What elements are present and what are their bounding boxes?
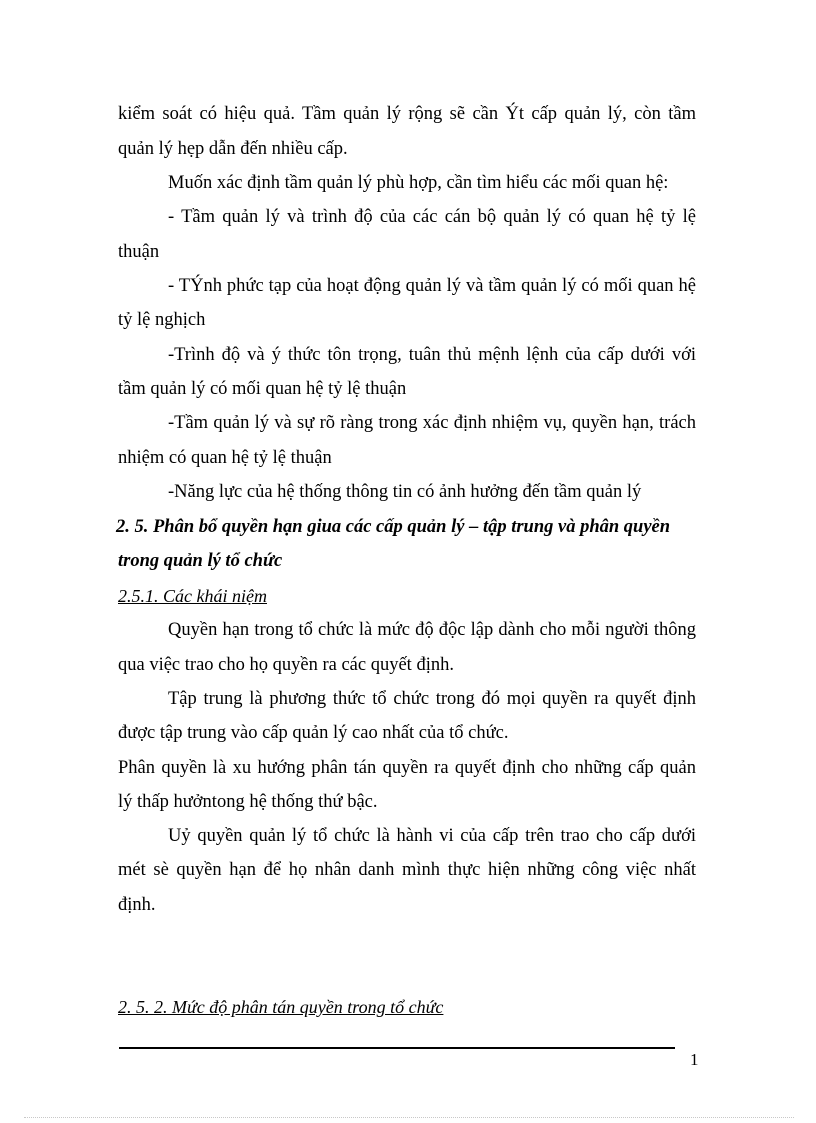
- text-line: Muốn xác định tầm quản lý phù hợp, cần tìm hiểu các mối quan hệ:: [168, 173, 669, 193]
- text-line: mét sè quyền hạn để họ nhân danh mình thực hiện những công việc nhất: [118, 860, 696, 880]
- text-line: định.: [118, 895, 156, 915]
- text-line: nhiệm có quan hệ tỷ lệ thuận: [118, 448, 332, 468]
- text-line: -Trình độ và ý thức tôn trọng, tuân thủ mệnh lệnh của cấp dưới với: [168, 345, 696, 365]
- text-line: thuận: [118, 242, 160, 262]
- text-line: được tập trung vào cấp quản lý cao nhất của tổ chức.: [118, 723, 509, 743]
- text-line: quản lý hẹp dẫn đến nhiều cấp.: [118, 139, 348, 159]
- page-edge-divider: [24, 1117, 794, 1118]
- text-line: Quyền hạn trong tổ chức là mức độ độc lập dành cho mỗi người thông: [168, 620, 696, 640]
- text-line: kiểm soát có hiệu quả. Tầm quản lý rộng sẽ cần Ýt cấp quản lý, còn tầm: [118, 104, 696, 124]
- text-line: lý thấp hưởntong hệ thống thứ bậc.: [118, 792, 378, 812]
- subsection-heading: 2. 5. 2. Mức độ phân tán quyền trong tổ chức: [118, 997, 444, 1017]
- subsection-heading: 2.5.1. Các khái niệm: [118, 586, 267, 606]
- section-heading: 2. 5. Phân bổ quyền hạn giua các cấp quản lý – tập trung và phân quyền: [116, 517, 671, 537]
- text-line: tỷ lệ nghịch: [118, 310, 206, 330]
- page-number: 1: [690, 1050, 699, 1069]
- text-line: -Tầm quản lý và sự rõ ràng trong xác định nhiệm vụ, quyền hạn, trách: [168, 413, 696, 433]
- text-line: Uỷ quyền quản lý tổ chức là hành vi của cấp trên trao cho cấp dưới: [168, 826, 696, 846]
- section-heading: trong quản lý tổ chức: [118, 551, 283, 571]
- text-line: Tập trung là phương thức tổ chức trong đó mọi quyền ra quyết định: [168, 689, 696, 709]
- footer-rule: [119, 1047, 675, 1049]
- text-line: - Tầm quản lý và trình độ của các cán bộ quản lý có quan hệ tỷ lệ: [168, 207, 696, 227]
- text-line: tầm quản lý có mối quan hệ tỷ lệ thuận: [118, 379, 407, 399]
- text-line: qua việc trao cho họ quyền ra các quyết định.: [118, 655, 454, 675]
- text-line: Phân quyền là xu hướng phân tán quyền ra quyết định cho những cấp quản: [118, 758, 696, 778]
- text-line: -Năng lực của hệ thống thông tin có ảnh hưởng đến tầm quản lý: [168, 482, 642, 502]
- text-line: - TÝnh phức tạp của hoạt động quản lý và tầm quản lý có mối quan hệ: [168, 276, 696, 296]
